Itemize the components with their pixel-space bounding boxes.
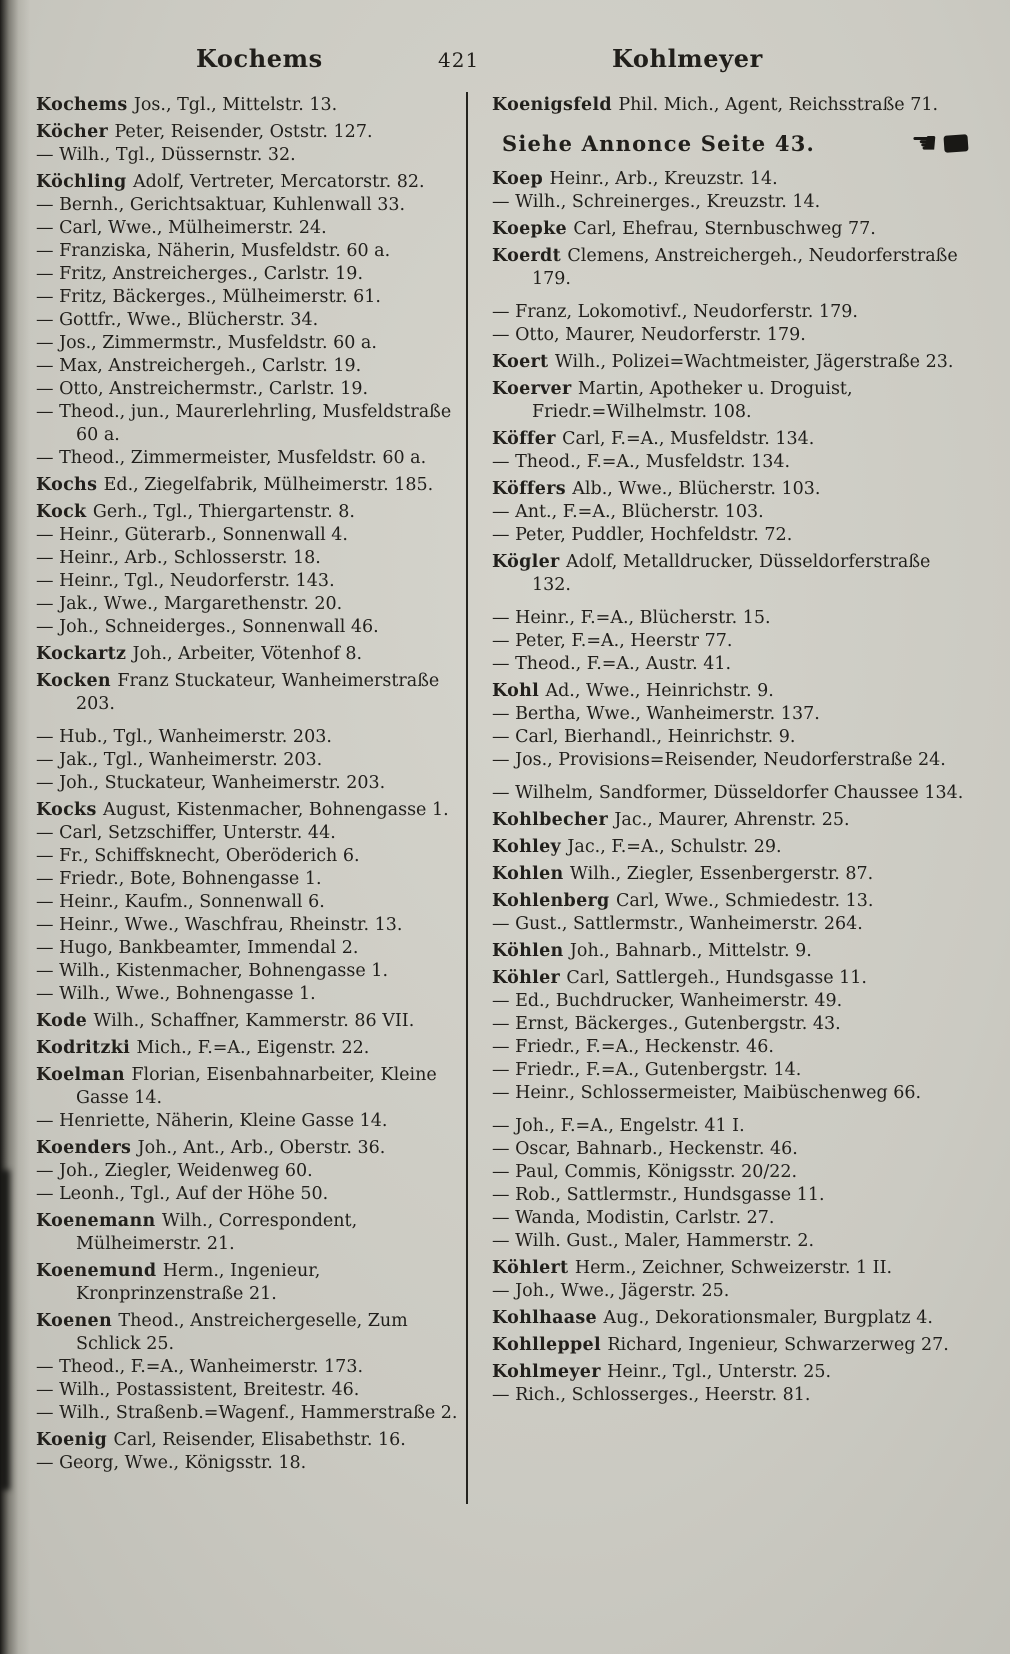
entry-text: Carl, Reisender, Elisabethstr. 16.: [113, 1430, 406, 1450]
directory-entry: [36, 1210, 460, 1256]
directory-entry: [492, 1115, 974, 1138]
entry-text: — Jak., Wwe., Margarethenstr. 20.: [36, 594, 343, 614]
directory-entry: [36, 937, 460, 960]
directory-entry: [492, 630, 974, 653]
surname: Kohley: [492, 837, 568, 857]
entry-text: — Ant., F.=A., Blücherstr. 103.: [492, 502, 764, 522]
directory-entry: [492, 782, 974, 805]
entry-text: Heinr., Arb., Kreuzstr. 14.: [549, 169, 778, 189]
surname: Köffer: [492, 429, 563, 449]
entry-text: — Ernst, Bäckerges., Gutenbergstr. 43.: [492, 1014, 841, 1034]
entry-text: — Wilh., Wwe., Bohnengasse 1.: [36, 984, 316, 1004]
directory-entry: [492, 1207, 974, 1230]
directory-entry: [36, 772, 460, 795]
directory-entry: [492, 1138, 974, 1161]
entry-text: — Fritz, Anstreicherges., Carlstr. 19.: [36, 264, 364, 284]
entry-text: Gerh., Tgl., Thiergartenstr. 8.: [92, 502, 355, 522]
entry-text: Carl, Ehefrau, Sternbuschweg 77.: [573, 219, 876, 239]
surname: Kohlmeyer: [492, 1362, 608, 1382]
directory-entry: [492, 607, 974, 630]
entry-text: Richard, Ingenieur, Schwarzerweg 27.: [607, 1335, 949, 1355]
entry-text: Adolf, Vertreter, Mercatorstr. 82.: [132, 172, 425, 192]
directory-entry: [492, 809, 974, 832]
entry-text: Aug., Dekorationsmaler, Burgplatz 4.: [603, 1308, 933, 1328]
surname: Koerdt: [492, 246, 568, 266]
directory-entry: [36, 1429, 460, 1452]
entry-text: — Franziska, Näherin, Musfeldstr. 60 a.: [36, 241, 391, 261]
entry-text: — Leonh., Tgl., Auf der Höhe 50.: [36, 1184, 329, 1204]
entry-text: — Friedr., Bote, Bohnengasse 1.: [36, 869, 322, 889]
entry-text: Florian, Eisenbahnarbeiter, Kleine Gasse 14.: [76, 1065, 437, 1108]
manicule-icon: ☚: [910, 125, 939, 161]
directory-entry: [36, 749, 460, 772]
entry-text: — Wilhelm, Sandformer, Düsseldorfer Chaussee 134.: [492, 783, 964, 803]
directory-entry: [36, 726, 460, 749]
entry-text: — Theod., F.=A., Musfeldstr. 134.: [492, 452, 791, 472]
directory-entry: [492, 551, 974, 597]
directory-entry: [492, 524, 974, 547]
surname: Koenemund: [36, 1261, 163, 1281]
entry-text: — Friedr., F.=A., Heckenstr. 46.: [492, 1037, 774, 1057]
entry-text: — Max, Anstreichergeh., Carlstr. 19.: [36, 356, 362, 376]
header-keyword-right: Kohlmeyer: [612, 44, 763, 73]
entry-text: Wilh., Ziegler, Essenbergerstr. 87.: [569, 864, 874, 884]
entry-text: — Joh., Stuckateur, Wanheimerstr. 203.: [36, 773, 386, 793]
directory-entry: [36, 547, 460, 570]
directory-entry: [36, 1064, 460, 1110]
entry-text: — Wanda, Modistin, Carlstr. 27.: [492, 1208, 775, 1228]
directory-entry: [492, 703, 974, 726]
directory-entry: [492, 94, 974, 117]
directory-entry: [492, 1036, 974, 1059]
surname: Koenen: [36, 1311, 119, 1331]
surname: Kohlenberg: [492, 891, 616, 911]
entry-text: — Wilh., Straßenb.=Wagenf., Hammerstraße 2.: [36, 1403, 458, 1423]
surname: Kocken: [36, 671, 118, 691]
entry-text: — Wilh., Schreinerges., Kreuzstr. 14.: [492, 192, 821, 212]
directory-entry: [36, 799, 460, 822]
entry-text: Wilh., Correspondent, Mülheimerstr. 21.: [76, 1211, 358, 1254]
directory-entry: [492, 1082, 974, 1105]
directory-entry: [36, 309, 460, 332]
entry-text: — Theod., jun., Maurerlehrling, Musfeldstraße 60 a.: [36, 402, 452, 445]
annonce-note: [492, 125, 974, 161]
entry-text: — Georg, Wwe., Königsstr. 18.: [36, 1453, 307, 1473]
entry-text: — Rob., Sattlermstr., Hundsgasse 11.: [492, 1185, 825, 1205]
entry-text: — Joh., F.=A., Engelstr. 41 I.: [492, 1116, 745, 1136]
directory-entry: [36, 1452, 460, 1475]
entry-text: — Wilh., Kistenmacher, Bohnengasse 1.: [36, 961, 389, 981]
entry-text: Wilh., Schaffner, Kammerstr. 86 VII.: [93, 1011, 415, 1031]
directory-entry: [36, 355, 460, 378]
directory-entry: [492, 191, 974, 214]
surname: Koert: [492, 352, 555, 372]
entry-text: — Heinr., Kaufm., Sonnenwall 6.: [36, 892, 325, 912]
directory-entry: [36, 501, 460, 524]
entry-text: — Heinr., Güterarb., Sonnenwall 4.: [36, 525, 348, 545]
entry-text: — Otto, Anstreichermstr., Carlstr. 19.: [36, 379, 369, 399]
page-number: 421: [438, 48, 480, 72]
entry-text: Clemens, Anstreichergeh., Neudorferstraße 179.: [532, 246, 958, 289]
entry-text: — Heinr., Tgl., Neudorferstr. 143.: [36, 571, 335, 591]
directory-entry: [36, 94, 460, 117]
entry-text: Wilh., Polizei=Wachtmeister, Jägerstraße 23.: [554, 352, 954, 372]
entry-text: — Theod., F.=A., Wanheimerstr. 173.: [36, 1357, 364, 1377]
entry-text: — Rich., Schlosserges., Heerstr. 81.: [492, 1385, 811, 1405]
directory-entry: [492, 168, 974, 191]
entry-text: — Fritz, Bäckerges., Mülheimerstr. 61.: [36, 287, 381, 307]
entry-text: — Hub., Tgl., Wanheimerstr. 203.: [36, 727, 332, 747]
ink-blot: [943, 134, 968, 153]
directory-entry: [492, 1384, 974, 1407]
directory-entry: [492, 1257, 974, 1280]
entry-text: — Hugo, Bankbeamter, Immendal 2.: [36, 938, 359, 958]
surname: Koerver: [492, 379, 578, 399]
directory-entry: [36, 1110, 460, 1133]
directory-entry: [492, 301, 974, 324]
directory-entry: [36, 914, 460, 937]
entry-text: — Wilh. Gust., Maler, Hammerstr. 2.: [492, 1231, 815, 1251]
directory-entry: [492, 324, 974, 347]
directory-entry: [36, 1160, 460, 1183]
surname: Kohlen: [492, 864, 570, 884]
directory-entry: [36, 1402, 460, 1425]
surname: Koenemann: [36, 1211, 162, 1231]
entry-text: — Otto, Maurer, Neudorferstr. 179.: [492, 325, 806, 345]
directory-entry: [36, 194, 460, 217]
directory-entry: [492, 836, 974, 859]
directory-entry: [492, 913, 974, 936]
directory-entry: [36, 447, 460, 470]
directory-entry: [36, 1010, 460, 1033]
directory-entry: [492, 1230, 974, 1253]
entry-text: Franz Stuckateur, Wanheimerstraße 203.: [76, 671, 440, 714]
directory-entry: [492, 218, 974, 241]
directory-entry: [36, 570, 460, 593]
entry-text: — Wilh., Postassistent, Breitestr. 46.: [36, 1380, 360, 1400]
directory-entry: [492, 378, 974, 424]
surname: Köffers: [492, 479, 573, 499]
entry-text: — Heinr., Arb., Schlosserstr. 18.: [36, 548, 321, 568]
entry-text: Theod., Anstreichergeselle, Zum Schlick 25.: [76, 1311, 408, 1354]
entry-text: Carl, Wwe., Schmiedestr. 13.: [615, 891, 874, 911]
directory-entry: [36, 474, 460, 497]
directory-entry: [36, 332, 460, 355]
directory-entry: [36, 1356, 460, 1379]
entry-text: — Theod., Zimmermeister, Musfeldstr. 60 a.: [36, 448, 427, 468]
surname: Koenders: [36, 1138, 138, 1158]
entry-text: Jac., F.=A., Schulstr. 29.: [567, 837, 782, 857]
directory-entry: [36, 643, 460, 666]
entry-text: Adolf, Metalldrucker, Düsseldorferstraße 132.: [532, 552, 931, 595]
directory-entry: [36, 1260, 460, 1306]
entry-text: — Jos., Zimmermstr., Musfeldstr. 60 a.: [36, 333, 377, 353]
directory-entry: [492, 1280, 974, 1303]
entry-text: — Gottfr., Wwe., Blücherstr. 34.: [36, 310, 319, 330]
entry-text: Joh., Ant., Arb., Oberstr. 36.: [137, 1138, 386, 1158]
directory-entry: [36, 263, 460, 286]
directory-entry: [492, 1013, 974, 1036]
entry-text: — Oscar, Bahnarb., Heckenstr. 46.: [492, 1139, 798, 1159]
directory-entry: [36, 401, 460, 447]
directory-entry: [36, 217, 460, 240]
entry-text: Martin, Apotheker u. Droguist, Friedr.=Wilhelmstr. 108.: [532, 379, 853, 422]
entry-text: Jos., Tgl., Mittelstr. 13.: [133, 95, 338, 115]
surname: Kockartz: [36, 644, 133, 664]
entry-text: Herm., Zeichner, Schweizerstr. 1 II.: [574, 1258, 893, 1278]
directory-entry: [36, 1183, 460, 1206]
entry-text: — Gust., Sattlermstr., Wanheimerstr. 264.: [492, 914, 863, 934]
surname: Kodritzki: [36, 1038, 137, 1058]
directory-entry: [36, 960, 460, 983]
entry-text: Carl, F.=A., Musfeldstr. 134.: [562, 429, 815, 449]
entry-text: — Jos., Provisions=Reisender, Neudorferstraße 24.: [492, 750, 946, 770]
surname: Kochems: [36, 95, 134, 115]
entry-text: Ed., Ziegelfabrik, Mülheimerstr. 185.: [103, 475, 434, 495]
directory-entry: [36, 1310, 460, 1356]
entry-text: — Heinr., Wwe., Waschfrau, Rheinstr. 13.: [36, 915, 403, 935]
surname: Koepke: [492, 219, 574, 239]
directory-entry: [36, 891, 460, 914]
surname: Köchling: [36, 172, 133, 192]
directory-entry: [36, 983, 460, 1006]
entry-text: — Peter, F.=A., Heerstr 77.: [492, 631, 733, 651]
entry-text: — Ed., Buchdrucker, Wanheimerstr. 49.: [492, 991, 843, 1011]
directory-entry: [36, 1379, 460, 1402]
entry-text: — Friedr., F.=A., Gutenbergstr. 14.: [492, 1060, 802, 1080]
surname: Kock: [36, 502, 93, 522]
directory-entry: [36, 171, 460, 194]
directory-entry: [36, 868, 460, 891]
right-column: [492, 94, 974, 1407]
directory-entry: [492, 1161, 974, 1184]
surname: Kode: [36, 1011, 94, 1031]
entry-text: — Theod., F.=A., Austr. 41.: [492, 654, 732, 674]
scan-artifact: [0, 1170, 10, 1490]
entry-text: — Joh., Wwe., Jägerstr. 25.: [492, 1281, 730, 1301]
entry-text: August, Kistenmacher, Bohnengasse 1.: [103, 800, 449, 820]
directory-entry: [492, 749, 974, 772]
directory-entry: [36, 670, 460, 716]
directory-entry: [492, 726, 974, 749]
directory-entry: [492, 1334, 974, 1357]
entry-text: — Paul, Commis, Königsstr. 20/22.: [492, 1162, 798, 1182]
entry-text: — Franz, Lokomotivf., Neudorferstr. 179.: [492, 302, 858, 322]
entry-text: Peter, Reisender, Oststr. 127.: [114, 122, 373, 142]
directory-entry: [492, 890, 974, 913]
directory-entry: [36, 286, 460, 309]
directory-entry: [492, 1059, 974, 1082]
directory-entry: [492, 351, 974, 374]
directory-entry: [492, 1361, 974, 1384]
surname: Koenig: [36, 1430, 114, 1450]
entry-text: — Bernh., Gerichtsaktuar, Kuhlenwall 33.: [36, 195, 406, 215]
entry-text: — Fr., Schiffsknecht, Oberöderich 6.: [36, 846, 360, 866]
surname: Koelman: [36, 1065, 132, 1085]
directory-entry: [36, 240, 460, 263]
entry-text: — Carl, Wwe., Mülheimerstr. 24.: [36, 218, 327, 238]
directory-entry: [36, 378, 460, 401]
surname: Kohlhaase: [492, 1308, 604, 1328]
entry-text: — Joh., Ziegler, Weidenweg 60.: [36, 1161, 313, 1181]
directory-entry: [36, 616, 460, 639]
directory-entry: [492, 863, 974, 886]
directory-entry: [492, 501, 974, 524]
surname: Kohlleppel: [492, 1335, 608, 1355]
directory-entry: [36, 144, 460, 167]
entry-text: — Henriette, Näherin, Kleine Gasse 14.: [36, 1111, 388, 1131]
entry-text: — Bertha, Wwe., Wanheimerstr. 137.: [492, 704, 820, 724]
annonce-icons: [910, 125, 968, 161]
entry-text: Siehe Annonce Seite 43.: [502, 131, 816, 156]
entry-text: Joh., Bahnarb., Mittelstr. 9.: [569, 941, 812, 961]
directory-columns: [36, 94, 974, 1475]
header-keyword-left: Kochems: [196, 44, 323, 73]
surname: Kocks: [36, 800, 104, 820]
entry-text: — Heinr., F.=A., Blücherstr. 15.: [492, 608, 771, 628]
directory-entry: [492, 478, 974, 501]
entry-text: Heinr., Tgl., Unterstr. 25.: [607, 1362, 832, 1382]
surname: Kohl: [492, 681, 546, 701]
directory-entry: [36, 1137, 460, 1160]
directory-entry: [492, 451, 974, 474]
directory-entry: [36, 524, 460, 547]
directory-entry: [36, 121, 460, 144]
entry-text: — Wilh., Tgl., Düssernstr. 32.: [36, 145, 296, 165]
surname: Köcher: [36, 122, 115, 142]
directory-entry: [492, 245, 974, 291]
surname: Köhlen: [492, 941, 570, 961]
directory-entry: [36, 845, 460, 868]
surname: Köhler: [492, 968, 567, 988]
directory-entry: [492, 1184, 974, 1207]
directory-entry: [36, 822, 460, 845]
directory-entry: [36, 1037, 460, 1060]
surname: Koep: [492, 169, 550, 189]
directory-entry: [36, 593, 460, 616]
surname: Kohlbecher: [492, 810, 615, 830]
entry-text: — Carl, Bierhandl., Heinrichstr. 9.: [492, 727, 796, 747]
entry-text: Mich., F.=A., Eigenstr. 22.: [136, 1038, 370, 1058]
entry-text: Carl, Sattlergeh., Hundsgasse 11.: [566, 968, 867, 988]
entry-text: Joh., Arbeiter, Vötenhof 8.: [132, 644, 363, 664]
directory-entry: [492, 1307, 974, 1330]
surname: Kögler: [492, 552, 566, 572]
surname: Köhlert: [492, 1258, 575, 1278]
entry-text: — Peter, Puddler, Hochfeldstr. 72.: [492, 525, 793, 545]
surname: Koenigsfeld: [492, 95, 619, 115]
entry-text: Ad., Wwe., Heinrichstr. 9.: [545, 681, 774, 701]
entry-text: Herm., Ingenieur, Kronprinzenstraße 21.: [76, 1261, 321, 1304]
left-column: [36, 94, 460, 1475]
directory-entry: [492, 680, 974, 703]
directory-entry: [492, 940, 974, 963]
directory-entry: [492, 967, 974, 990]
directory-entry: [492, 990, 974, 1013]
entry-text: — Joh., Schneiderges., Sonnenwall 46.: [36, 617, 379, 637]
entry-text: — Jak., Tgl., Wanheimerstr. 203.: [36, 750, 323, 770]
entry-text: — Heinr., Schlossermeister, Maibüschenweg 66.: [492, 1083, 922, 1103]
entry-text: — Carl, Setzschiffer, Unterstr. 44.: [36, 823, 336, 843]
surname: Kochs: [36, 475, 104, 495]
directory-entry: [492, 653, 974, 676]
entry-text: Jac., Maurer, Ahrenstr. 25.: [614, 810, 850, 830]
entry-text: Phil. Mich., Agent, Reichsstraße 71.: [618, 95, 939, 115]
directory-entry: [492, 428, 974, 451]
entry-text: Alb., Wwe., Blücherstr. 103.: [572, 479, 821, 499]
